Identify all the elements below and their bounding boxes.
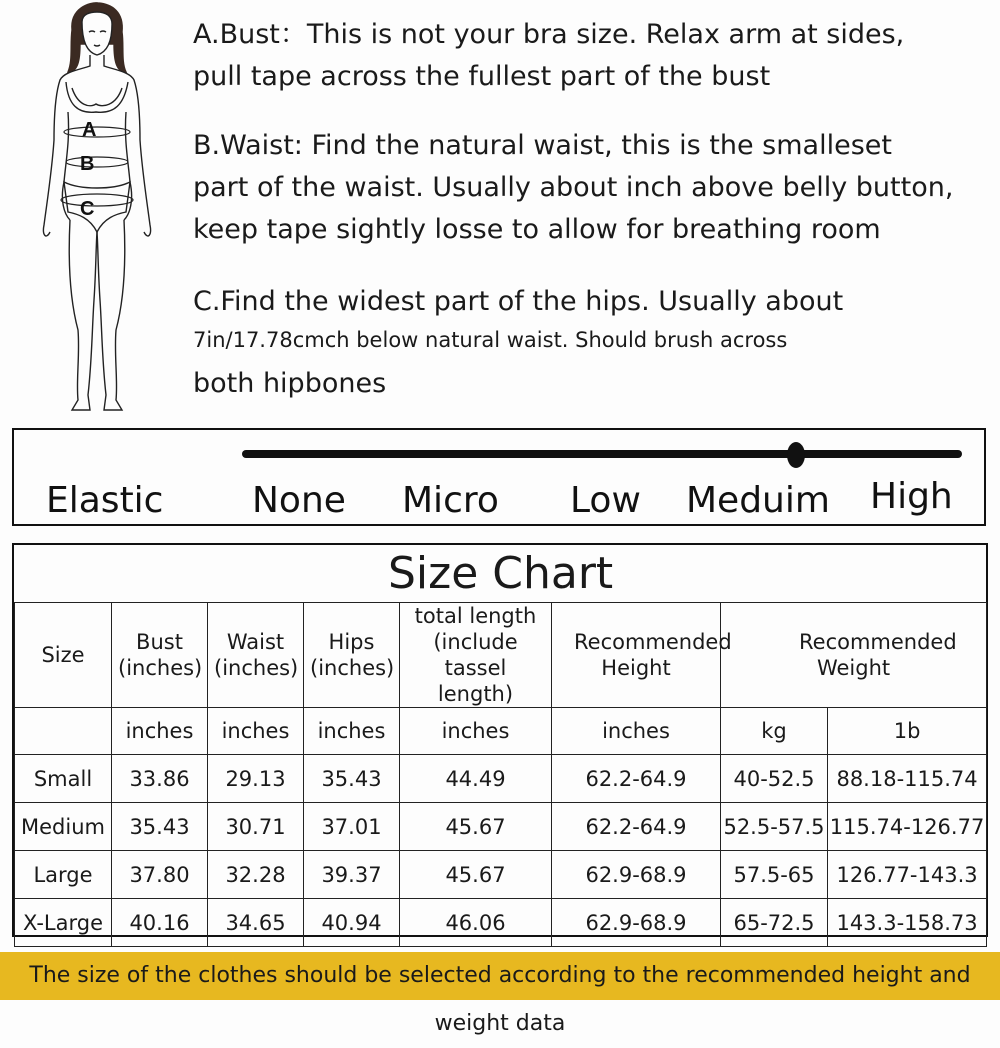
header-row — [15, 603, 987, 708]
elastic-level-low: Low — [570, 480, 641, 521]
table-cell: 35.43 — [304, 755, 400, 803]
label-a: A — [82, 119, 97, 141]
table-cell: 52.5-57.5 — [721, 803, 828, 851]
label-b: B — [80, 153, 95, 175]
size-chart-title: Size Chart — [15, 545, 987, 603]
size-cell: Large — [15, 851, 112, 899]
size-chart-table — [14, 545, 987, 947]
elastic-track — [242, 450, 962, 458]
title-row — [15, 545, 987, 603]
table-cell: 37.01 — [304, 803, 400, 851]
table-cell: 143.3-158.73 — [828, 899, 987, 947]
table-row — [15, 851, 987, 899]
table-cell: 45.67 — [400, 803, 552, 851]
table-cell: 35.43 — [112, 803, 208, 851]
elastic-scale — [12, 428, 986, 526]
size-chart — [12, 543, 988, 937]
table-cell: 37.80 — [112, 851, 208, 899]
unit-cell: 1b — [828, 708, 987, 755]
unit-cell: inches — [112, 708, 208, 755]
elastic-level-meduim: Meduim — [686, 480, 830, 521]
body-figure-illustration — [20, 0, 170, 420]
bust-instruction-line-2: pull tape across the fullest part of the bust — [193, 61, 771, 92]
table-cell: 40.94 — [304, 899, 400, 947]
table-cell: 40.16 — [112, 899, 208, 947]
hips-instruction-line-2-wrap — [193, 318, 787, 361]
header-hips: Hips (inches) — [304, 603, 400, 708]
table-cell: 40-52.5 — [721, 755, 828, 803]
unit-cell: kg — [721, 708, 828, 755]
table-row — [15, 755, 987, 803]
waist-instruction-line-3: keep tape sightly losse to allow for breathing room — [193, 214, 881, 245]
woman-figure-icon — [20, 0, 170, 420]
label-c: C — [80, 198, 95, 220]
unit-cell: inches — [400, 708, 552, 755]
table-cell: 46.06 — [400, 899, 552, 947]
footer-note: The size of the clothes should be selected according to the recommended height and weight data — [0, 952, 1000, 1000]
header-waist: Waist (inches) — [208, 603, 304, 708]
table-row — [15, 803, 987, 851]
hips-instruction-line-3: both hipbones — [193, 368, 387, 399]
table-cell: 39.37 — [304, 851, 400, 899]
waist-instruction-line-2: part of the waist. Usually about inch above belly button, — [193, 172, 954, 203]
bust-instruction-line-1: A.Bust：This is not your bra size. Relax arm at sides, — [193, 19, 905, 50]
unit-cell: inches — [552, 708, 721, 755]
table-cell: 33.86 — [112, 755, 208, 803]
elastic-level-marker — [787, 442, 805, 468]
table-cell: 44.49 — [400, 755, 552, 803]
table-cell: 65-72.5 — [721, 899, 828, 947]
table-cell: 34.65 — [208, 899, 304, 947]
waist-instruction-line-1: B.Waist: Find the natural waist, this is the smalleset — [193, 130, 892, 161]
table-cell: 62.2-64.9 — [552, 803, 721, 851]
table-row — [15, 899, 987, 947]
table-cell: 126.77-143.3 — [828, 851, 987, 899]
table-cell: 115.74-126.77 — [828, 803, 987, 851]
size-cell: X-Large — [15, 899, 112, 947]
table-cell: 62.9-68.9 — [552, 851, 721, 899]
header-total-length: total length (include tassel length) — [400, 603, 552, 708]
unit-cell — [15, 708, 112, 755]
table-cell: 30.71 — [208, 803, 304, 851]
elastic-level-micro: Micro — [402, 480, 499, 521]
size-cell: Small — [15, 755, 112, 803]
hips-instruction-line-1: C.Find the widest part of the hips. Usually about — [193, 286, 844, 317]
header-height: Recommended Height — [552, 603, 721, 708]
table-cell: 62.9-68.9 — [552, 899, 721, 947]
table-cell: 62.2-64.9 — [552, 755, 721, 803]
table-cell: 29.13 — [208, 755, 304, 803]
header-weight: Recommended Weight — [721, 603, 987, 708]
hips-instruction-line-2: 7in/17.78cmch below natural waist. Should brush across — [193, 328, 788, 352]
table-cell: 45.67 — [400, 851, 552, 899]
size-cell: Medium — [15, 803, 112, 851]
elastic-level-none: None — [252, 480, 346, 521]
header-bust: Bust (inches) — [112, 603, 208, 708]
table-cell: 32.28 — [208, 851, 304, 899]
unit-cell: inches — [304, 708, 400, 755]
header-size: Size — [15, 603, 112, 708]
unit-cell: inches — [208, 708, 304, 755]
units-row — [15, 708, 987, 755]
elastic-level-high: High — [870, 476, 953, 517]
table-cell: 88.18-115.74 — [828, 755, 987, 803]
elastic-label: Elastic — [46, 480, 164, 521]
table-cell: 57.5-65 — [721, 851, 828, 899]
